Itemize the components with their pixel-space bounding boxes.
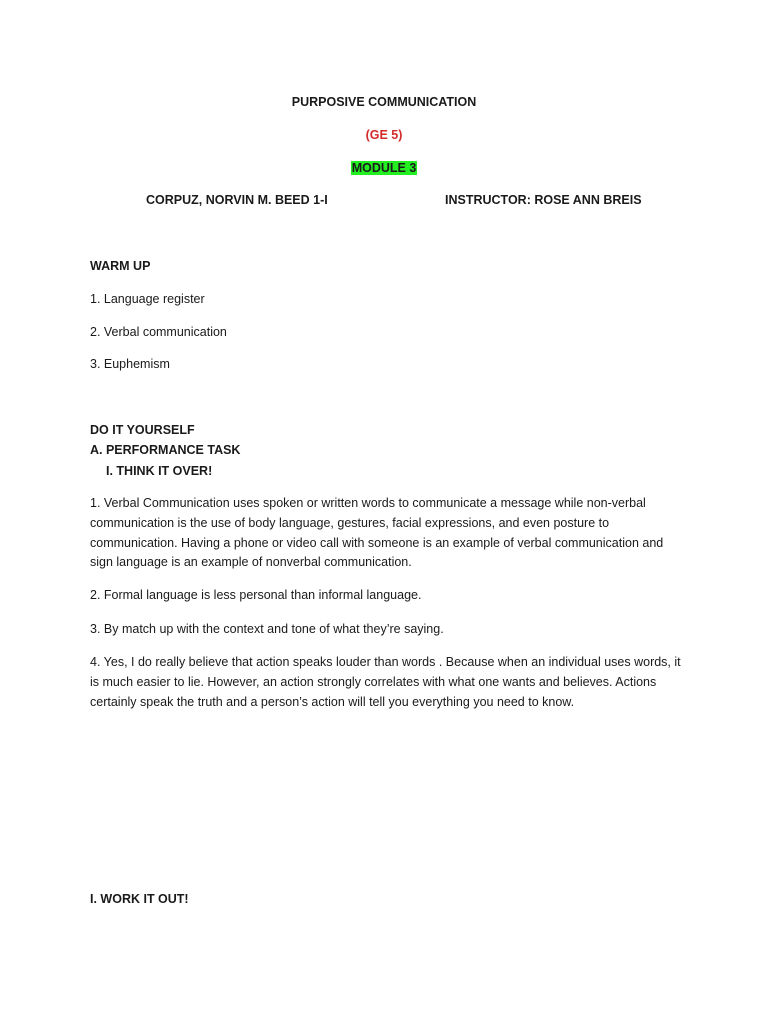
course-title: PURPOSIVE COMMUNICATION bbox=[291, 95, 477, 109]
work-it-out-heading: I. WORK IT OUT! bbox=[90, 892, 189, 906]
warm-up-heading: WARM UP bbox=[90, 259, 151, 273]
warm-up-item: 2. Verbal communication bbox=[90, 325, 227, 339]
answer-paragraph: 3. By match up with the context and tone of what they’re saying. bbox=[90, 622, 444, 636]
performance-task-heading: A. PERFORMANCE TASK bbox=[90, 443, 241, 457]
answer-paragraph: 4. Yes, I do really believe that action speaks louder than words . Because when an individual uses words, it is much easier to lie. However, an action strongly correlates with what one wants and believes. Actions certainly speak the truth and a person’s action will tell you everything you need to know. bbox=[90, 655, 681, 709]
think-it-over-heading: I. THINK IT OVER! bbox=[106, 464, 213, 478]
answer-paragraph: 1. Verbal Communication uses spoken or written words to communicate a message while non-verbal communication is the use of body language, gestures, facial expressions, and even posture to communication. Having a phone or video call with someone is an example of verbal communication and sign language is an example of nonverbal communication. bbox=[90, 496, 664, 570]
instructor-name: INSTRUCTOR: ROSE ANN BREIS bbox=[445, 193, 642, 207]
student-name: CORPUZ, NORVIN M. BEED 1-I bbox=[146, 193, 328, 207]
module-label bbox=[0, 161, 768, 175]
do-it-yourself-heading: DO IT YOURSELF bbox=[90, 423, 195, 437]
module-highlight: MODULE 3 bbox=[351, 161, 417, 175]
warm-up-item: 1. Language register bbox=[90, 292, 205, 306]
answer-paragraph: 2. Formal language is less personal than informal language. bbox=[90, 588, 422, 602]
course-code: (GE 5) bbox=[365, 128, 403, 142]
warm-up-item: 3. Euphemism bbox=[90, 357, 170, 371]
